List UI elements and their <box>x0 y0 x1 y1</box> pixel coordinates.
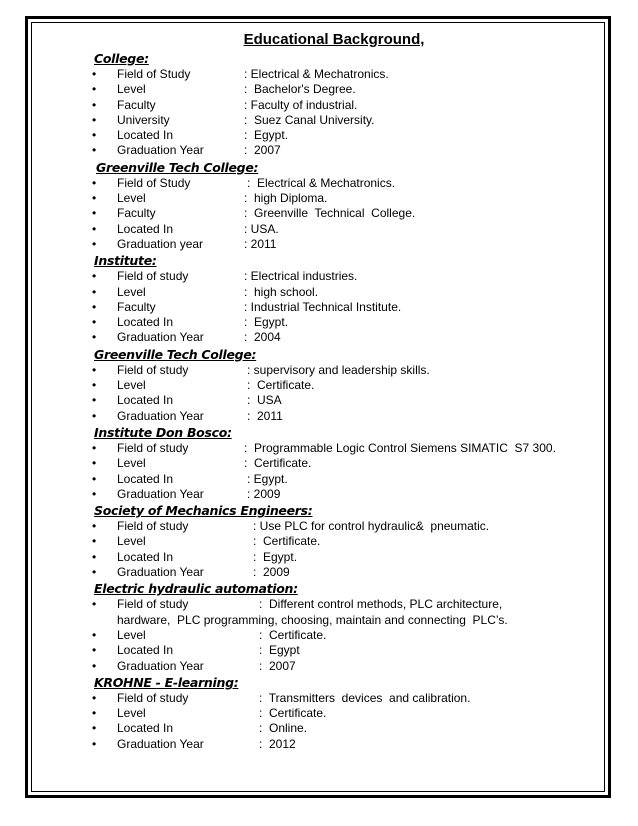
item-value: : Use PLC for control hydraulic& pneumatic. <box>253 519 490 534</box>
list-item <box>0 597 638 628</box>
bullet-icon: • <box>92 736 97 751</box>
item-label: Level <box>117 456 146 471</box>
list-item <box>0 143 638 158</box>
item-label: Field of study <box>117 362 189 377</box>
item-value: : Bachelor's Degree. <box>244 82 356 97</box>
item-label: Graduation Year <box>117 408 204 423</box>
item-value: : Egypt. <box>244 315 289 330</box>
list-item <box>0 691 638 706</box>
list-item <box>0 330 638 345</box>
bullet-icon: • <box>92 690 97 705</box>
list-item <box>0 550 638 565</box>
item-label: University <box>117 112 170 127</box>
section-heading: College: <box>94 51 149 66</box>
bullet-icon: • <box>92 112 97 127</box>
list-item <box>0 378 638 393</box>
bullet-icon: • <box>92 175 97 190</box>
item-value-continuation: hardware, PLC programming, choosing, maintain and connecting PLC’s. <box>117 612 508 627</box>
bullet-icon: • <box>92 549 97 564</box>
detail-list <box>0 597 638 673</box>
detail-list <box>0 441 638 502</box>
list-item <box>0 206 638 221</box>
item-value: : Certificate. <box>253 534 321 549</box>
list-item <box>0 737 638 752</box>
item-label: Level <box>117 191 146 206</box>
list-item <box>0 82 638 97</box>
bullet-icon: • <box>92 456 97 471</box>
item-value: : high school. <box>244 284 319 299</box>
list-item <box>0 98 638 113</box>
page-title: Educational Background, <box>243 31 425 48</box>
bullet-icon: • <box>92 706 97 721</box>
list-item <box>0 487 638 502</box>
item-label: Graduation Year <box>117 143 204 158</box>
bullet-icon: • <box>92 221 97 236</box>
detail-list <box>0 176 638 252</box>
bullet-icon: • <box>92 597 97 612</box>
item-label: Located In <box>117 643 174 658</box>
list-item <box>0 315 638 330</box>
item-label: Located In <box>117 549 174 564</box>
item-label: Graduation Year <box>117 565 204 580</box>
item-label: Faculty <box>117 206 156 221</box>
item-value: : Electrical industries. <box>244 269 358 284</box>
bullet-icon: • <box>92 128 97 143</box>
list-item <box>0 706 638 721</box>
list-item <box>0 269 638 284</box>
item-value: : Egypt. <box>253 549 298 564</box>
bullet-icon: • <box>92 330 97 345</box>
list-item <box>0 393 638 408</box>
item-value: : 2011 <box>244 236 277 251</box>
bullet-icon: • <box>92 206 97 221</box>
item-value: : Electrical & Mechatronics. <box>244 67 389 81</box>
list-item <box>0 300 638 315</box>
item-value: : Egypt. <box>244 128 289 143</box>
item-value: : Industrial Technical Institute. <box>244 299 402 314</box>
item-label: Field of Study <box>117 67 191 81</box>
list-item <box>0 643 638 658</box>
item-value: : Egypt. <box>247 471 288 486</box>
item-label: Graduation Year <box>117 330 204 345</box>
item-value: : 2012 <box>259 736 296 751</box>
item-value: : Programmable Logic Control Siemens SIMATIC S7 300. <box>244 440 556 455</box>
item-value: : Certificate. <box>259 706 327 721</box>
bullet-icon: • <box>92 97 97 112</box>
item-value: : 2007 <box>259 658 296 673</box>
section-4 <box>0 424 638 502</box>
item-value: : Certificate. <box>259 627 327 642</box>
list-item <box>0 721 638 736</box>
item-value: : high Diploma. <box>244 191 328 206</box>
item-label: Level <box>117 82 146 97</box>
item-label: Graduation Year <box>117 736 204 751</box>
detail-list <box>0 269 638 345</box>
bullet-icon: • <box>92 284 97 299</box>
bullet-icon: • <box>92 315 97 330</box>
item-label: Located In <box>117 393 174 408</box>
section-heading: Society of Mechanics Engineers: <box>94 503 313 519</box>
item-label: Graduation year <box>117 236 204 251</box>
item-label: Field of study <box>117 440 189 455</box>
bullet-icon: • <box>92 643 97 658</box>
section-3 <box>0 346 638 424</box>
list-item <box>0 456 638 471</box>
bullet-icon: • <box>92 143 97 158</box>
list-item <box>0 363 638 378</box>
item-label: Level <box>117 627 146 642</box>
item-value: : supervisory and leadership skills. <box>247 362 430 377</box>
section-0 <box>0 50 638 159</box>
item-label: Field of Study <box>117 175 191 190</box>
item-value: : USA <box>247 393 282 408</box>
item-value: : Online. <box>259 721 308 736</box>
bullet-icon: • <box>92 519 97 534</box>
item-value: : Different control methods, PLC architecture, <box>259 597 503 612</box>
bullet-icon: • <box>92 269 97 284</box>
detail-list <box>0 363 638 424</box>
section-heading: Institute: <box>94 253 157 269</box>
item-label: Located In <box>117 315 174 330</box>
item-label: Faculty <box>117 299 156 314</box>
bullet-icon: • <box>92 393 97 408</box>
item-label: Faculty <box>117 97 156 112</box>
item-label: Located In <box>117 221 174 236</box>
bullet-icon: • <box>92 534 97 549</box>
bullet-icon: • <box>92 67 97 81</box>
list-item <box>0 128 638 143</box>
item-value: : 2011 <box>247 408 283 423</box>
item-value: : Egypt <box>259 643 300 658</box>
item-value: : 2004 <box>244 330 281 345</box>
bullet-icon: • <box>92 299 97 314</box>
list-item <box>0 222 638 237</box>
list-item <box>0 441 638 456</box>
section-5 <box>0 502 638 580</box>
bullet-icon: • <box>92 236 97 251</box>
item-value: : Electrical & Mechatronics. <box>247 175 396 190</box>
item-value: : Certificate. <box>244 456 312 471</box>
item-label: Located In <box>117 471 174 486</box>
bullet-icon: • <box>92 378 97 393</box>
bullet-icon: • <box>92 658 97 673</box>
item-label: Graduation Year <box>117 658 204 673</box>
item-value: : 2009 <box>247 486 281 501</box>
list-item <box>0 176 638 191</box>
item-label: Located In <box>117 721 174 736</box>
list-item <box>0 659 638 674</box>
section-heading: Electric hydraulic automation: <box>94 581 298 597</box>
list-item <box>0 191 638 206</box>
detail-list <box>0 519 638 580</box>
bullet-icon: • <box>92 191 97 206</box>
document-body <box>0 30 638 752</box>
item-value: : USA. <box>244 221 279 236</box>
bullet-icon: • <box>92 440 97 455</box>
list-item <box>0 534 638 549</box>
list-item <box>0 67 638 82</box>
item-label: Located In <box>117 128 174 143</box>
list-item <box>0 285 638 300</box>
list-item <box>0 472 638 487</box>
item-label: Field of study <box>117 269 189 284</box>
item-value: : Faculty of industrial. <box>244 97 358 112</box>
item-value: : 2009 <box>253 565 290 580</box>
section-7 <box>0 674 638 752</box>
section-1 <box>0 159 638 252</box>
item-label: Field of study <box>117 690 189 705</box>
list-item <box>0 409 638 424</box>
bullet-icon: • <box>92 486 97 501</box>
detail-list <box>0 691 638 752</box>
list-item <box>0 237 638 252</box>
bullet-icon: • <box>92 721 97 736</box>
sections-container <box>0 50 638 752</box>
section-heading: Greenville Tech College: <box>94 346 257 362</box>
item-value: : 2007 <box>244 143 281 158</box>
list-item <box>0 628 638 643</box>
detail-list <box>0 67 638 159</box>
bullet-icon: • <box>92 362 97 377</box>
item-label: Level <box>117 284 146 299</box>
item-label: Level <box>117 706 146 721</box>
section-heading: Greenville Tech College: <box>96 159 259 175</box>
bullet-icon: • <box>92 82 97 97</box>
list-item <box>0 113 638 128</box>
item-value: : Suez Canal University. <box>244 112 375 127</box>
item-value: : Transmitters devices and calibration. <box>259 690 471 705</box>
item-label: Level <box>117 378 146 393</box>
item-label: Field of study <box>117 597 189 612</box>
section-2 <box>0 252 638 345</box>
list-item <box>0 565 638 580</box>
item-label: Field of study <box>117 519 189 534</box>
item-value: : Certificate. <box>247 378 315 393</box>
bullet-icon: • <box>92 408 97 423</box>
section-heading: Institute Don Bosco: <box>94 424 232 440</box>
list-item <box>0 519 638 534</box>
section-6 <box>0 580 638 673</box>
bullet-icon: • <box>92 565 97 580</box>
bullet-icon: • <box>92 627 97 642</box>
section-heading: KROHNE - E-learning: <box>94 674 239 690</box>
item-value: : Greenville Technical College. <box>244 206 416 221</box>
item-label: Level <box>117 534 146 549</box>
item-label: Graduation Year <box>117 486 204 501</box>
bullet-icon: • <box>92 471 97 486</box>
